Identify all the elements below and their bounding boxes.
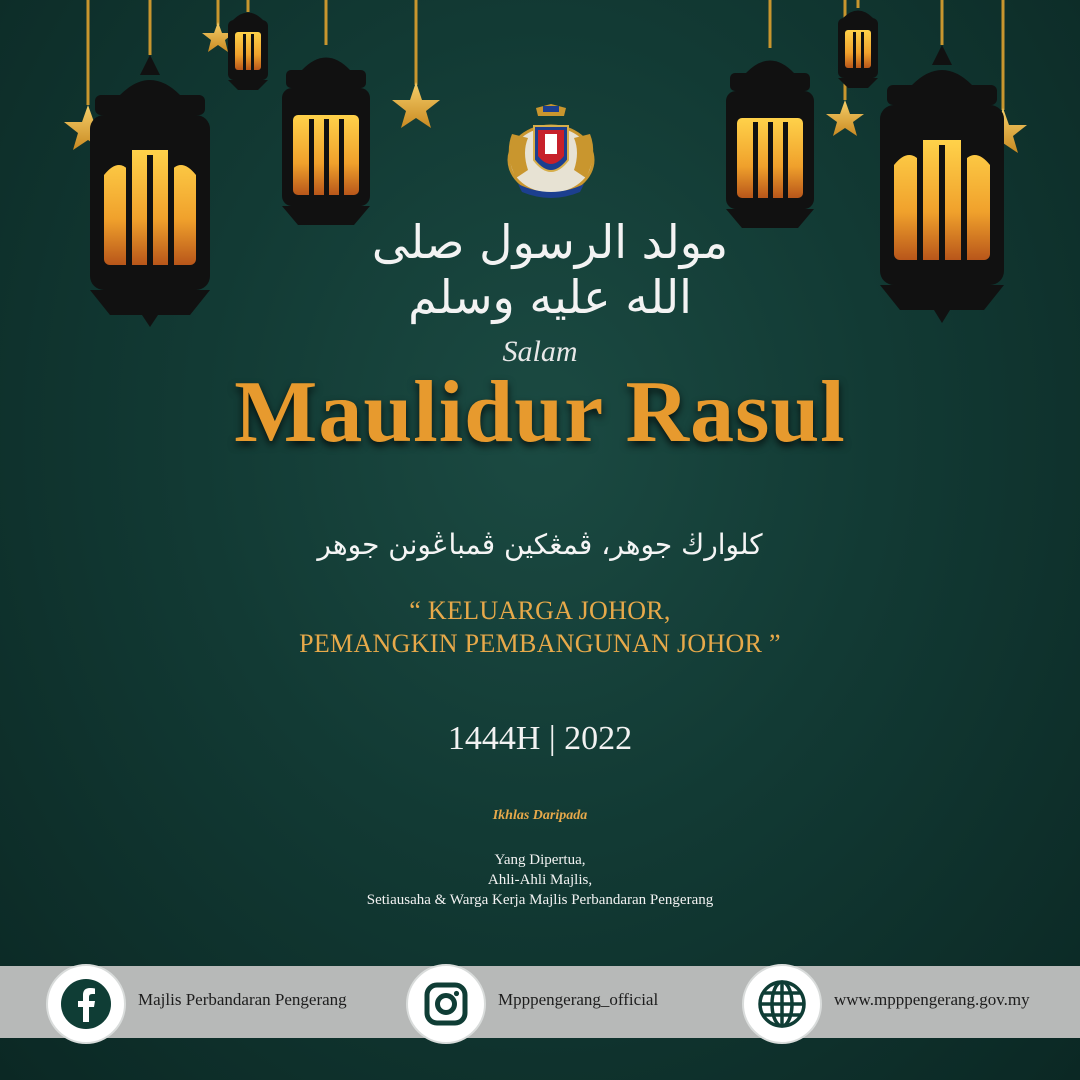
instagram-icon[interactable] bbox=[406, 964, 486, 1044]
headline-title: Maulidur Rasul bbox=[234, 364, 846, 461]
facebook-icon[interactable] bbox=[46, 964, 126, 1044]
website-label[interactable]: www.mpppengerang.gov.my bbox=[834, 990, 1030, 1009]
jawi-theme: كلوارڬ جوهر، ڤمڠكين ڤمباڠونن جوهر bbox=[317, 528, 763, 561]
instagram-label[interactable]: Mpppengerang_official bbox=[498, 990, 659, 1009]
year-label: 1444H | 2022 bbox=[447, 720, 633, 757]
sender-line: Ahli-Ahli Majlis, bbox=[487, 872, 593, 888]
globe-icon[interactable] bbox=[742, 964, 822, 1044]
council-crest-logo bbox=[498, 104, 604, 200]
from-label: Ikhlas Daripada bbox=[492, 808, 588, 823]
facebook-label[interactable]: Majlis Perbandaran Pengerang bbox=[138, 990, 347, 1009]
arabic-calligraphy: مولد الرسول صلى الله عليه وسلم bbox=[371, 215, 729, 325]
sender-line: Yang Dipertua, bbox=[494, 852, 586, 868]
sender-line: Setiausaha & Warga Kerja Majlis Perbandaran Pengerang bbox=[366, 892, 714, 908]
theme-line-1: “ KELUARGA JOHOR, bbox=[409, 596, 671, 625]
salam-text: Salam bbox=[502, 335, 578, 368]
from-senders bbox=[0, 850, 1080, 910]
theme-line-2: PEMANGKIN PEMBANGUNAN JOHOR ” bbox=[299, 629, 781, 658]
theme-slogan bbox=[0, 594, 1080, 660]
